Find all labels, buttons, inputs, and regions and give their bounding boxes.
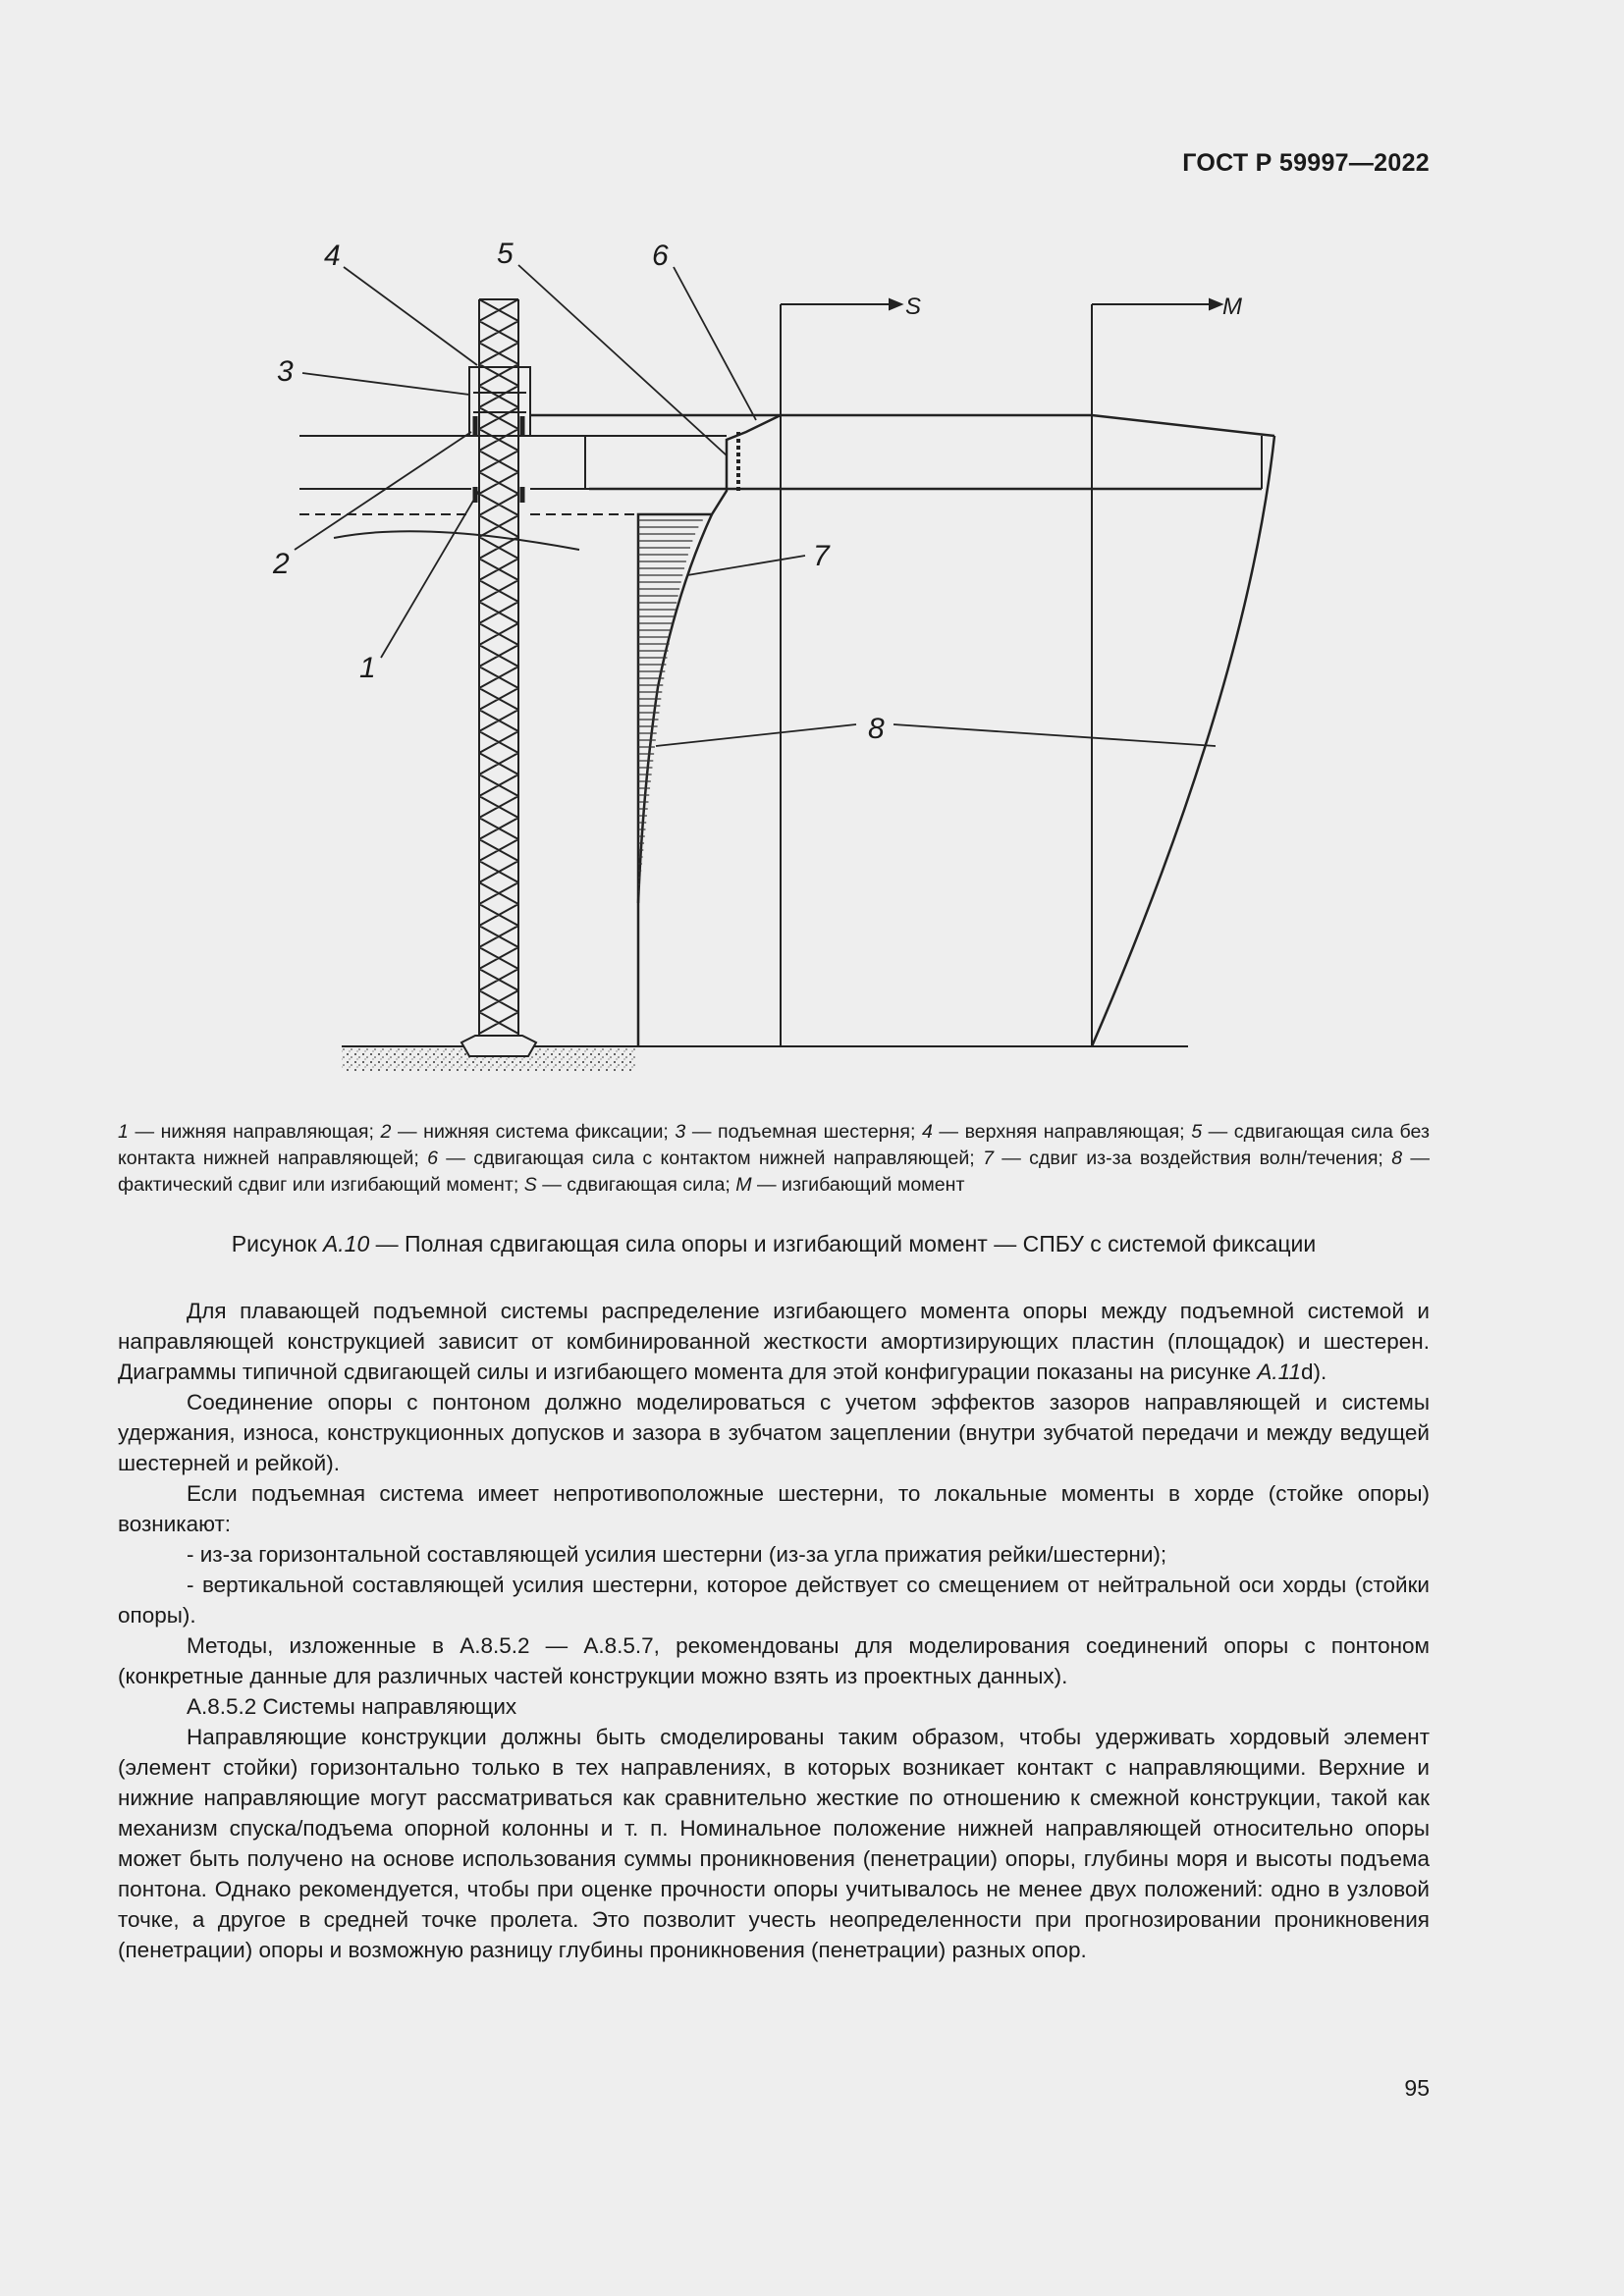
legend-item: 6 — сдвигающая сила с контактом нижней направляющей; <box>427 1148 984 1169</box>
lattice-leg <box>479 299 518 1037</box>
list-item: - из-за горизонтальной составляющей усилия шестерни (из-за угла прижатия рейки/шестерни); <box>187 1542 1167 1567</box>
document-header: ГОСТ Р 59997—2022 <box>1182 149 1430 177</box>
leg-shear-moment-diagram <box>0 0 1624 1099</box>
legend-item: 8 — фактический сдвиг или изгибающий момент; <box>118 1148 1430 1196</box>
callout-labels <box>272 238 1242 745</box>
axis-label-s: S <box>905 294 922 320</box>
callout-2: 2 <box>273 548 290 580</box>
legend-item: 1 — нижняя направляющая; <box>118 1121 381 1143</box>
legend-item: 5 — сдвигающая сила без контакта нижней направляющей; <box>118 1121 1430 1169</box>
paragraph: Соединение опоры с понтоном должно моделироваться с учетом эффектов зазоров направляющей и системы удержания, износа, конструкционных допусков и зазора в зубчатом зацеплении (внутри зубчатой передачи и между ведущей шестерней и рейкой). <box>118 1390 1430 1475</box>
legend-item: 3 — подъемная шестерня; <box>675 1121 922 1143</box>
legend-item: M — изгибающий момент <box>735 1174 965 1196</box>
section-heading: А.8.5.2 Системы направляющих <box>187 1694 517 1719</box>
lattice-bracing <box>479 299 518 1034</box>
figure-caption: Рисунок А.10 — Полная сдвигающая сила опоры и изгибающий момент — СПБУ с системой фиксации <box>231 1231 1317 1256</box>
moment-diagram <box>1092 299 1274 1046</box>
pontoon <box>299 415 1274 550</box>
callout-7: 7 <box>813 540 830 572</box>
callout-5: 5 <box>497 238 514 270</box>
legend-item: 7 — сдвиг из-за воздействия волн/течения; <box>983 1148 1392 1169</box>
page-number: 95 <box>1404 2075 1430 2101</box>
legend-item: 2 — нижняя система фиксации; <box>380 1121 676 1143</box>
paragraph: Для плавающей подъемной системы распределение изгибающего момента опоры между подъемной системой и направляющей конструкцией зависит от комбинированной жесткости амортизирующих пластин (площадок) и шестерен. Диаграммы типичной сдвигающей силы и изгибающего момента для этой конфигурации показаны на рисунке А.11d). <box>118 1299 1430 1384</box>
body-text <box>118 1296 1430 1965</box>
wave-shear-hatch <box>638 520 703 891</box>
paragraph: Направляющие конструкции должны быть смоделированы таким образом, чтобы удерживать хордовый элемент (элемент стойки) горизонтально только в тех направлениях, в которых возникает контакт с направляющими. Верхние и нижние направляющие могут рассматриваться как сравнительно жесткие по отношению к смежной конструкции, такой как механизм спуска/подъема опорной колонны и т. п. Номинальное положение нижней направляющей относительно опоры может быть получено на основе использования суммы проникновения (пенетрации) опоры, глубины моря и высоты подъема понтона. Однако рекомендуется, чтобы при оценке прочности опоры учитывалось не менее двух положений: одно в узловой точке, а другое в средней точке пролета. Это позволит учесть неопределенности при прогнозировании проникновения (пенетрации) опоры и возможную разницу глубины проникновения (пенетрации) разных опор. <box>118 1725 1430 1962</box>
callout-8: 8 <box>868 713 885 745</box>
spudcan <box>461 1036 536 1056</box>
leader-lines <box>295 265 1216 746</box>
legend-item: S — сдвигающая сила; <box>523 1174 736 1196</box>
legend-item: 4 — верхняя направляющая; <box>921 1121 1192 1143</box>
callout-4: 4 <box>324 240 341 272</box>
figure-legend <box>118 1119 1430 1199</box>
axis-label-m: M <box>1222 294 1242 320</box>
callout-6: 6 <box>652 240 669 272</box>
callout-3: 3 <box>277 355 294 388</box>
figure-a10 <box>0 0 1624 1099</box>
paragraph: Если подъемная система имеет непротивоположные шестерни, то локальные моменты в хорде (стойке опоры) возникают: <box>118 1481 1430 1536</box>
list-item: - вертикальной составляющей усилия шестерни, которое действует со смещением от нейтральной оси хорды (стойки опоры). <box>118 1573 1430 1628</box>
callout-1: 1 <box>359 652 376 684</box>
paragraph: Методы, изложенные в А.8.5.2 — А.8.5.7, рекомендованы для моделирования соединений опоры с понтоном (конкретные данные для различных частей конструкции можно взять из проектных данных). <box>118 1633 1430 1688</box>
